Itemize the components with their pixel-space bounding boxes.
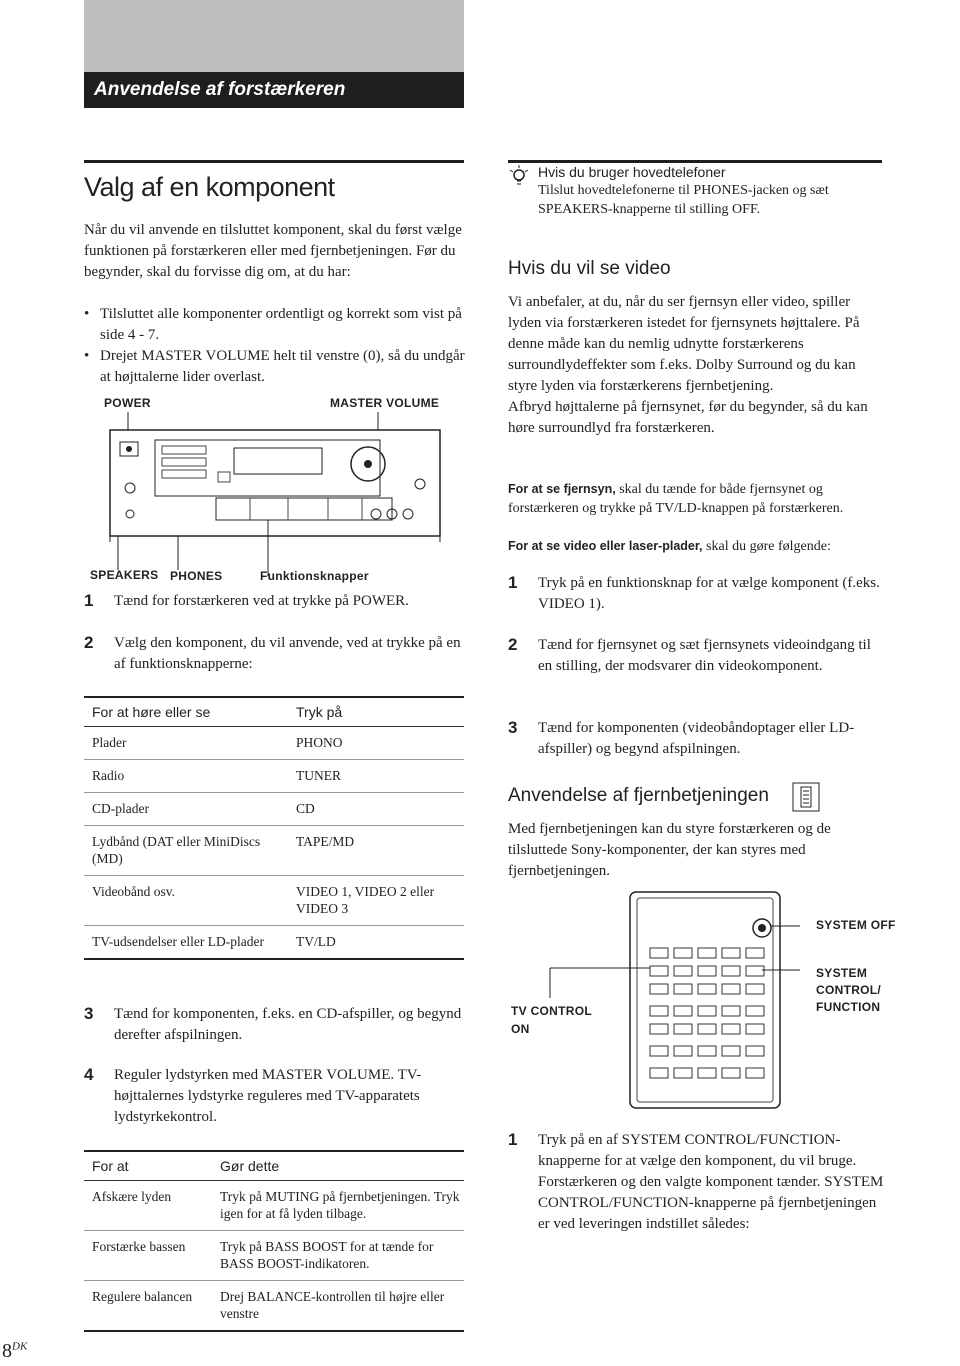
table-row: [84, 876, 464, 926]
right-heading-rule: [508, 160, 882, 163]
adjust-table: [84, 1150, 464, 1332]
page-number-suffix: DK: [12, 1340, 28, 1353]
table-row: [84, 793, 464, 826]
left-step-2: [84, 633, 466, 675]
table-row: [84, 1281, 464, 1332]
precondition-list: [84, 304, 466, 388]
tv-instruction: [508, 480, 888, 518]
tv-text: skal du tænde for både fjernsynet og forstærkeren og trykke på TV/LD-knappen på forstærkeren.: [508, 482, 844, 516]
video-lead: For at se video eller laser-plader,: [508, 539, 703, 553]
table-cell: Videobånd osv.: [84, 876, 288, 926]
table-cell: CD: [288, 793, 464, 826]
table-row: [84, 760, 464, 793]
right-step-2: [508, 635, 886, 677]
video-paragraph-2: Afbryd højttalerne på fjernsynet, før du begynder, så du kan høre surroundlyd fra forstærkeren.: [508, 399, 868, 436]
step-text: Tænd for forstærkeren ved at trykke på POWER.: [114, 593, 409, 609]
video-paragraph-1: Vi anbefaler, at du, når du ser fjernsyn eller video, spiller lyden via forstærkeren istedet for fjernsynets højttalere. På denne måde kan du nemlig udnytte forstærkerens surroundlydeffekter som f.eks. Dolby Surround og du kan styre lyden via forstærkerens fjernbetjening.: [508, 294, 860, 394]
speakers-label: SPEAKERS: [90, 568, 159, 582]
video-lead-text: skal du gøre følgende:: [702, 539, 831, 554]
step-number: 3: [84, 1004, 94, 1023]
step-number: 1: [508, 573, 518, 592]
table-row: [84, 826, 464, 876]
step-text: Tryk på en funktionsknap for at vælge komponent (f.eks. VIDEO 1).: [538, 575, 880, 612]
remote-illustration: [500, 888, 800, 1110]
remote-heading: Anvendelse af fjernbetjeningen: [508, 785, 769, 806]
step-text: Tænd for komponenten (videobåndoptager eller LD-afspiller) og begynd afspilningen.: [538, 720, 855, 757]
table-row: [84, 926, 464, 960]
table-cell: Drej BALANCE-kontrollen til højre eller venstre: [212, 1281, 464, 1332]
right-step-3: [508, 718, 886, 760]
table-row: [84, 727, 464, 760]
step-number: 1: [84, 591, 94, 610]
table-header: For at høre eller se: [84, 697, 288, 727]
tip-text: Tilslut hovedtelefonerne til PHONES-jacken og sæt SPEAKERS-knapperne til stilling OFF.: [538, 183, 829, 217]
step-number: 2: [508, 635, 518, 654]
table-header: Tryk på: [288, 697, 464, 727]
phones-label: PHONES: [170, 569, 223, 583]
table-row: [84, 1181, 464, 1231]
left-step-4: [84, 1065, 466, 1128]
table-header: Gør dette: [212, 1151, 464, 1181]
left-step-3: [84, 1004, 466, 1046]
bullet-item: • Tilsluttet alle komponenter ordentligt og korrekt som vist på side 4 - 7.: [84, 304, 466, 346]
table-cell: PHONO: [288, 727, 464, 760]
step-number: 1: [508, 1130, 518, 1149]
page-heading: Valg af en komponent: [84, 172, 335, 202]
tip-lightbulb-icon: [508, 164, 530, 186]
right-step-1: [508, 573, 886, 615]
step-number: 4: [84, 1065, 94, 1084]
table-cell: Plader: [84, 727, 288, 760]
tv-lead: For at se fjernsyn,: [508, 482, 616, 496]
step-text: Tænd for fjernsynet og sæt fjernsynets videoindgang til en stilling, der modsvarer din videokomponent.: [538, 637, 871, 674]
video-heading: Hvis du vil se video: [508, 258, 671, 279]
master-volume-label: MASTER VOLUME: [330, 396, 440, 410]
table-cell: CD-plader: [84, 793, 288, 826]
system-off-label: SYSTEM OFF: [816, 918, 896, 932]
remote-control-icon: [792, 782, 820, 812]
left-step-1: [84, 591, 466, 612]
table-cell: TAPE/MD: [288, 826, 464, 876]
table-row: [84, 1231, 464, 1281]
step-text: Reguler lydstyrken med MASTER VOLUME. TV-højttalernes lydstyrke reguleres med TV-apparatets lydstyrkekontrol.: [114, 1067, 422, 1125]
step-text: Tænd for komponenten, f.eks. en CD-afspiller, og begynd derefter afspilningen.: [114, 1006, 462, 1043]
page-number-value: 8: [2, 1340, 12, 1362]
remote-text: Med fjernbetjeningen kan du styre forstærkeren og de tilsluttede Sony-komponenter, der kan styres med fjernbetjeningen.: [508, 821, 831, 879]
table-cell: Tryk på BASS BOOST for at tænde for BASS BOOST-indikatoren.: [212, 1231, 464, 1281]
table-cell: TUNER: [288, 760, 464, 793]
amplifier-illustration: [100, 412, 450, 578]
video-instruction: [508, 537, 888, 556]
function-buttons-label: Funktionsknapper: [260, 569, 369, 583]
left-heading-rule: [84, 160, 464, 163]
tip-title: Hvis du bruger hovedtelefoner: [538, 164, 726, 180]
table-cell: Forstærke bassen: [84, 1231, 212, 1281]
table-cell: Radio: [84, 760, 288, 793]
table-header: For at: [84, 1151, 212, 1181]
step-text: Tryk på en af SYSTEM CONTROL/FUNCTION-knapperne for at vælge den komponent, du vil bruge.: [538, 1132, 857, 1169]
intro-text: Når du vil anvende en tilsluttet komponent, skal du først vælge funktionen på forstærkeren eller med fjernbetjeningen. Før du begynder, skal du forvisse dig om, at du har:: [84, 222, 462, 280]
header-grey-tab: [84, 0, 464, 72]
step-text: Vælg den komponent, du vil anvende, ved at trykke på en af funktionsknapperne:: [114, 635, 461, 672]
table-cell: VIDEO 1, VIDEO 2 eller VIDEO 3: [288, 876, 464, 926]
section-title-bar: Anvendelse af forstærkeren: [84, 72, 464, 108]
step-number: 3: [508, 718, 518, 737]
bullet-item: • Drejet MASTER VOLUME helt til venstre (0), så du undgår at højttalerne lider overlast.: [84, 346, 466, 388]
table-cell: Tryk på MUTING på fjernbetjeningen. Tryk igen for at få lyden tilbage.: [212, 1181, 464, 1231]
page-number: [2, 1340, 27, 1363]
table-cell: Lydbånd (DAT eller MiniDiscs (MD): [84, 826, 288, 876]
power-label: POWER: [104, 396, 151, 410]
table-cell: Regulere balancen: [84, 1281, 212, 1332]
right-final-step: [508, 1130, 886, 1235]
table-cell: Afskære lyden: [84, 1181, 212, 1231]
table-cell: TV/LD: [288, 926, 464, 960]
function-table: [84, 696, 464, 960]
step-text-continued: Forstærkeren og den valgte komponent tænder. SYSTEM CONTROL/FUNCTION-knapperne på fjernbetjeningen er ved leveringen indstillet således:: [538, 1174, 884, 1232]
system-control-function-label: SYSTEM CONTROL/ FUNCTION: [816, 966, 882, 1014]
tv-control-on-label: TV CONTROL ON: [511, 1004, 592, 1036]
step-number: 2: [84, 633, 94, 652]
video-text: [508, 292, 882, 439]
table-cell: TV-udsendelser eller LD-plader: [84, 926, 288, 960]
